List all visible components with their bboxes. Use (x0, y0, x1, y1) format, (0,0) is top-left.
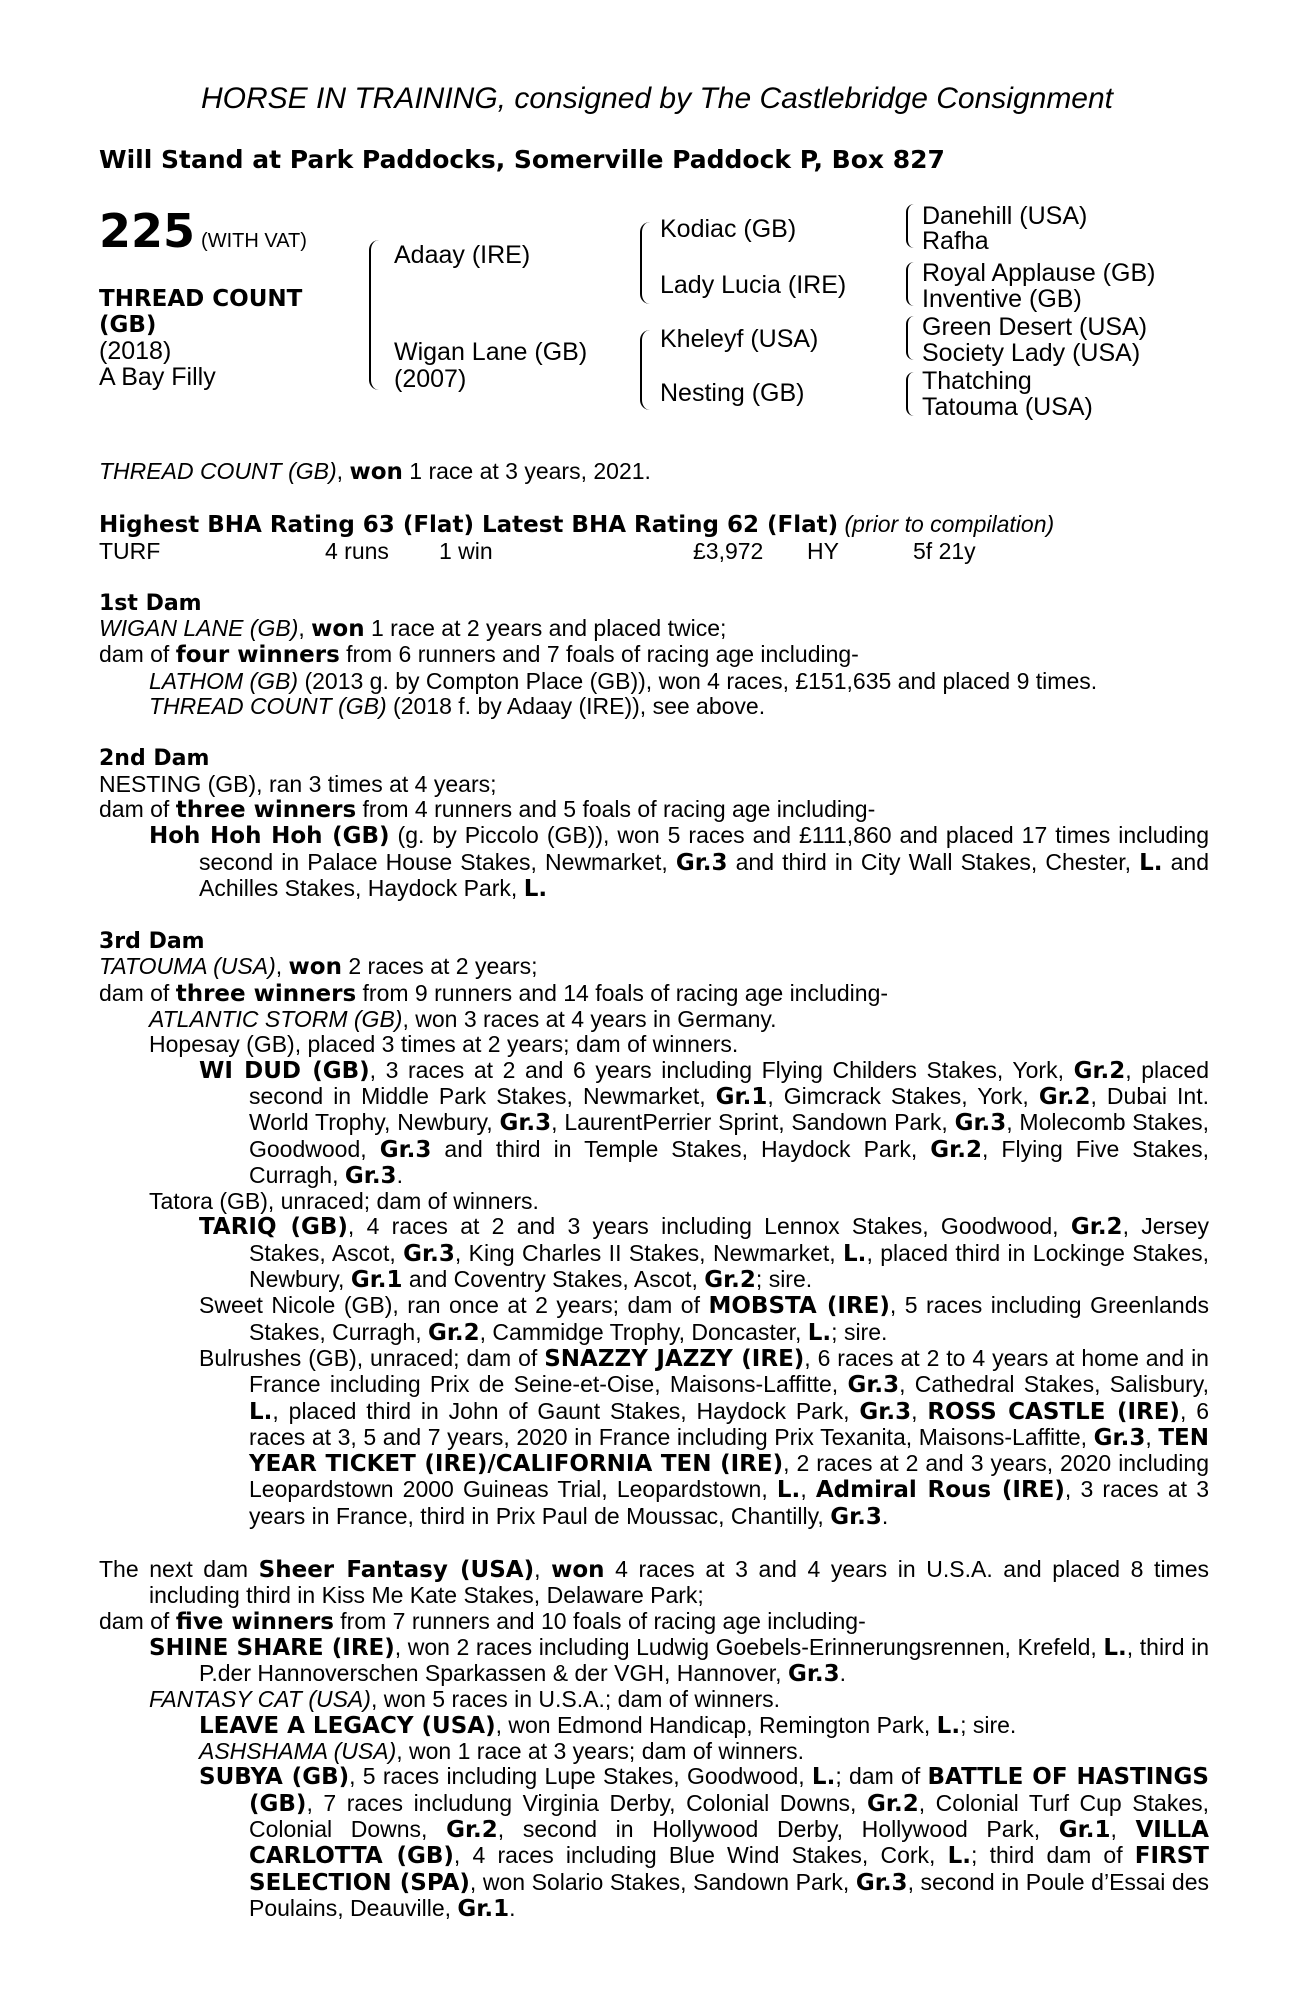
pedigree-ddd: Tatouma (USA) (922, 393, 1093, 421)
second-dam-produce: dam of three winners from 4 runners and 5 foals of racing age including- (99, 795, 876, 823)
produce-entry: ATLANTIC STORM (GB), won 3 races at 4 years in Germany. (149, 1006, 777, 1033)
produce-entry: LEAVE A LEGACY (USA), won Edmond Handicap, Remington Park, L.; sire. (199, 1711, 1017, 1739)
catalogue-body (99, 459, 1209, 1922)
pedigree-dsd: Society Lady (USA) (922, 339, 1141, 367)
pedigree-brace (640, 330, 652, 410)
produce-entry: TARIQ (GB), 4 races at 2 and 3 years including Lennox Stakes, Goodwood, Gr.2, Jersey Stakes, Ascot, Gr.3, King Charles II Stakes, Newmarket, L., placed third in Lockinge Stakes, Newbury, Gr.1 and Coventry Stakes, Ascot, Gr.2; sire. (199, 1213, 1209, 1294)
pedigree-sire-sire: Kodiac (GB) (660, 215, 797, 243)
page-title: HORSE IN TRAINING, consigned by The Castlebridge Consignment (200, 82, 1114, 115)
next-dam-produce: dam of five winners from 7 runners and 10 foals of racing age including- (99, 1607, 866, 1635)
second-dam-heading: 2nd Dam (99, 746, 210, 772)
pedigree-dss: Green Desert (USA) (922, 313, 1148, 341)
pedigree-ssd: Rafha (922, 227, 989, 255)
pedigree-dam: Wigan Lane (GB) (394, 338, 588, 366)
produce-entry: Bulrushes (GB), unraced; dam of SNAZZY JAZZY (IRE), 6 races at 2 to 4 years at home and in France including Prix de Seine-et-Oise, Maisons-Laffitte, Gr.3, Cathedral Stakes, Salisbury, L., placed third in John of Gaunt Stakes, Haydock Park, Gr.3, ROSS CASTLE (IRE), 6 races at 3, 5 and 7 years, 2020 in France including Prix Texanita, Maisons-Laffitte, Gr.3, TEN YEAR TICKET (IRE)/CALIFORNIA TEN (IRE), 2 races at 2 and 3 years, 2020 including Leopardstown 2000 Guineas Trial, Leopardstown, L., Admiral Rous (IRE), 3 races at 3 years in France, third in Prix Paul de Moussac, Chantilly, Gr.3. (199, 1344, 1210, 1530)
first-dam-heading: 1st Dam (99, 590, 202, 616)
horse-name: THREAD COUNT (99, 286, 303, 312)
pedigree-brace (906, 372, 916, 416)
vat-note: (WITH VAT) (201, 230, 307, 252)
first-dam-produce: dam of four winners from 6 runners and 7 foals of racing age including- (99, 641, 859, 669)
race-record: THREAD COUNT (GB), won 1 race at 3 years, 2021. (99, 458, 651, 485)
pedigree-brace (906, 262, 916, 306)
pedigree-brace (640, 222, 652, 304)
produce-entry: Tatora (GB), unraced; dam of winners. (149, 1188, 539, 1215)
produce-entry: THREAD COUNT (GB) (2018 f. by Adaay (IRE)), see above. (149, 693, 766, 720)
horse-description: A Bay Filly (99, 363, 216, 391)
third-dam-line: TATOUMA (USA), won 2 races at 2 years; (99, 953, 538, 981)
pedigree-sire-dam: Lady Lucia (IRE) (660, 271, 847, 299)
pedigree-dam-dam: Nesting (GB) (660, 379, 805, 407)
produce-entry: Hoh Hoh Hoh (GB) (g. by Piccolo (GB)), won 5 races and £111,860 and placed 17 times including second in Palace House Stakes, Newmarket, Gr.3 and third in City Wall Stakes, Chester, L. and Achilles Stakes, Haydock Park, L. (149, 822, 1209, 902)
pedigree-dds: Thatching (922, 367, 1032, 395)
lot-number: 225 (99, 204, 196, 258)
horse-details (99, 286, 302, 390)
produce-entry: Hopesay (GB), placed 3 times at 2 years; dam of winners. (149, 1031, 739, 1058)
second-dam-line: NESTING (GB), ran 3 times at 4 years; (99, 770, 497, 797)
pedigree-dam-sire: Kheleyf (USA) (660, 325, 819, 353)
stand-location: Will Stand at Park Paddocks, Somerville Paddock P, Box 827 (99, 145, 945, 174)
pedigree-brace (906, 204, 916, 248)
produce-entry: SHINE SHARE (IRE), won 2 races including Ludwig Goebels-Erinnerungsrennen, Krefeld, L., third in P.der Hannoverschen Sparkassen & der VGH, Hannover, Gr.3. (149, 1633, 1209, 1688)
third-dam-produce: dam of three winners from 9 runners and 14 foals of racing age including- (99, 979, 889, 1007)
produce-entry: ASHSHAMA (USA), won 1 race at 3 years; dam of winners. (199, 1738, 805, 1765)
pedigree-sdd: Inventive (GB) (922, 285, 1082, 313)
bha-rating: Highest BHA Rating 63 (Flat) Latest BHA Rating 62 (Flat) (prior to compilation) (99, 511, 1055, 539)
produce-entry: WI DUD (GB), 3 races at 2 and 6 years including Flying Childers Stakes, York, Gr.2, placed second in Middle Park Stakes, Newmarket, Gr.1, Gimcrack Stakes, York, Gr.2, Dubai Int. World Trophy, Newbury, Gr.3, LaurentPerrier Sprint, Sandown Park, Gr.3, Molecomb Stakes, Goodwood, Gr.3 and third in Temple Stakes, Haydock Park, Gr.2, Flying Five Stakes, Curragh, Gr.3. (199, 1056, 1210, 1189)
next-dam-line: The next dam Sheer Fantasy (USA), won 4 races at 3 and 4 years in U.S.A. and placed 8 times including third in Kiss Me Kate Stakes, Delaware Park; (99, 1555, 1210, 1609)
produce-entry: FANTASY CAT (USA), won 5 races in U.S.A.; dam of winners. (149, 1686, 780, 1713)
horse-country: (GB) (99, 312, 157, 338)
lot-number-block (99, 204, 307, 258)
pedigree-dam-year: (2007) (394, 365, 467, 393)
first-dam-line: WIGAN LANE (GB), won 1 race at 2 years and placed twice; (99, 615, 727, 643)
turf-record: TURF 4 runs 1 win £3,972 HY 5f 21y (99, 537, 976, 564)
produce-entry: LATHOM (GB) (2013 g. by Compton Place (GB)), won 4 races, £151,635 and placed 9 times. (149, 667, 1098, 694)
horse-year: (2018) (99, 337, 172, 365)
pedigree-sire: Adaay (IRE) (394, 241, 531, 269)
produce-entry: Sweet Nicole (GB), ran once at 2 years; dam of MOBSTA (IRE), 5 races including Greenlands Stakes, Curragh, Gr.2, Cammidge Trophy, Doncaster, L.; sire. (199, 1292, 1210, 1346)
pedigree-sds: Royal Applause (GB) (922, 259, 1156, 287)
pedigree-brace (369, 240, 381, 390)
produce-entry: SUBYA (GB), 5 races including Lupe Stakes, Goodwood, L.; dam of BATTLE OF HASTINGS (GB), 7 races includung Virginia Derby, Colonial Downs, Gr.2, Colonial Turf Cup Stakes, Colonial Downs, Gr.2, second in Hollywood Derby, Hollywood Park, Gr.1, VILLA CARLOTTA (GB), 4 races including Blue Wind Stakes, Cork, L.; third dam of FIRST SELECTION (SPA), won Solario Stakes, Sandown Park, Gr.3, second in Poule d’Essai des Poulains, Deauville, Gr.1. (199, 1763, 1209, 1922)
pedigree-brace (906, 316, 916, 360)
pedigree-sss: Danehill (USA) (922, 202, 1088, 230)
third-dam-heading: 3rd Dam (99, 929, 205, 955)
